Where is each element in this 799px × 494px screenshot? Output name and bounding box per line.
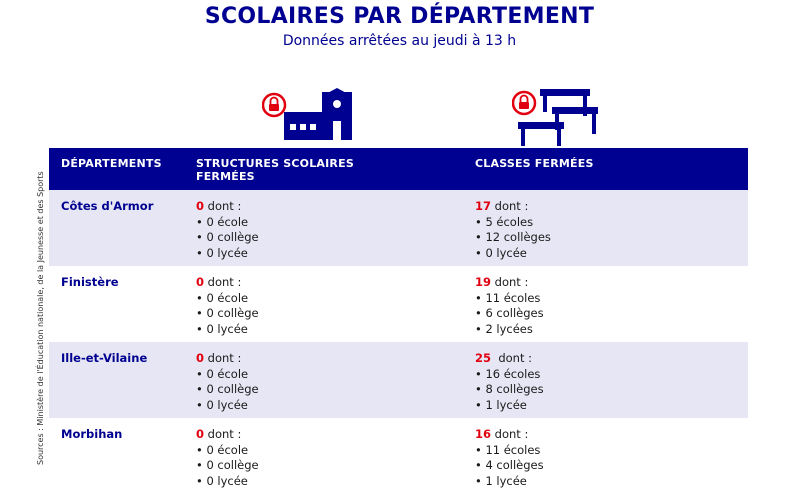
header-structures: STRUCTURES SCOLAIRES FERMÉES <box>196 157 354 183</box>
department-name: Côtes d'Armor <box>61 199 154 213</box>
structures-cell: 0 dont : • 0 école • 0 collège • 0 lycée <box>196 427 259 488</box>
school-building-lock-icon <box>262 88 358 144</box>
header-departements: DÉPARTEMENTS <box>61 157 162 170</box>
table-row <box>49 266 748 342</box>
classes-cell: 19 dont : • 11 écoles • 6 collèges • 2 lycées <box>475 275 544 336</box>
header-classes: CLASSES FERMÉES <box>475 157 594 170</box>
page-subtitle: Données arrêtées au jeudi à 13 h <box>282 33 517 49</box>
structures-cell: 0 dont : • 0 école • 0 collège • 0 lycée <box>196 275 259 336</box>
table-row <box>49 190 748 266</box>
closures-table <box>49 148 748 494</box>
classes-cell: 17 dont : • 5 écoles • 12 collèges • 0 lycée <box>475 199 551 260</box>
table-row <box>49 342 748 418</box>
table-header <box>49 148 748 190</box>
classes-cell: 25 dont : • 16 écoles • 8 collèges • 1 lycée <box>475 351 544 412</box>
department-name: Ille-et-Vilaine <box>61 351 148 365</box>
department-name: Finistère <box>61 275 119 289</box>
structures-cell: 0 dont : • 0 école • 0 collège • 0 lycée <box>196 199 259 260</box>
classes-cell: 16 dont : • 11 écoles • 4 collèges • 1 lycée <box>475 427 544 488</box>
structures-cell: 0 dont : • 0 école • 0 collège • 0 lycée <box>196 351 259 412</box>
source-note: Sources : Ministère de l'Éducation nationale, de la Jeunesse et des Sports <box>36 171 45 465</box>
classroom-desks-lock-icon <box>512 86 602 148</box>
table-row <box>49 418 748 494</box>
department-name: Morbihan <box>61 427 123 441</box>
page-title: SCOLAIRES PAR DÉPARTEMENT <box>204 4 595 29</box>
